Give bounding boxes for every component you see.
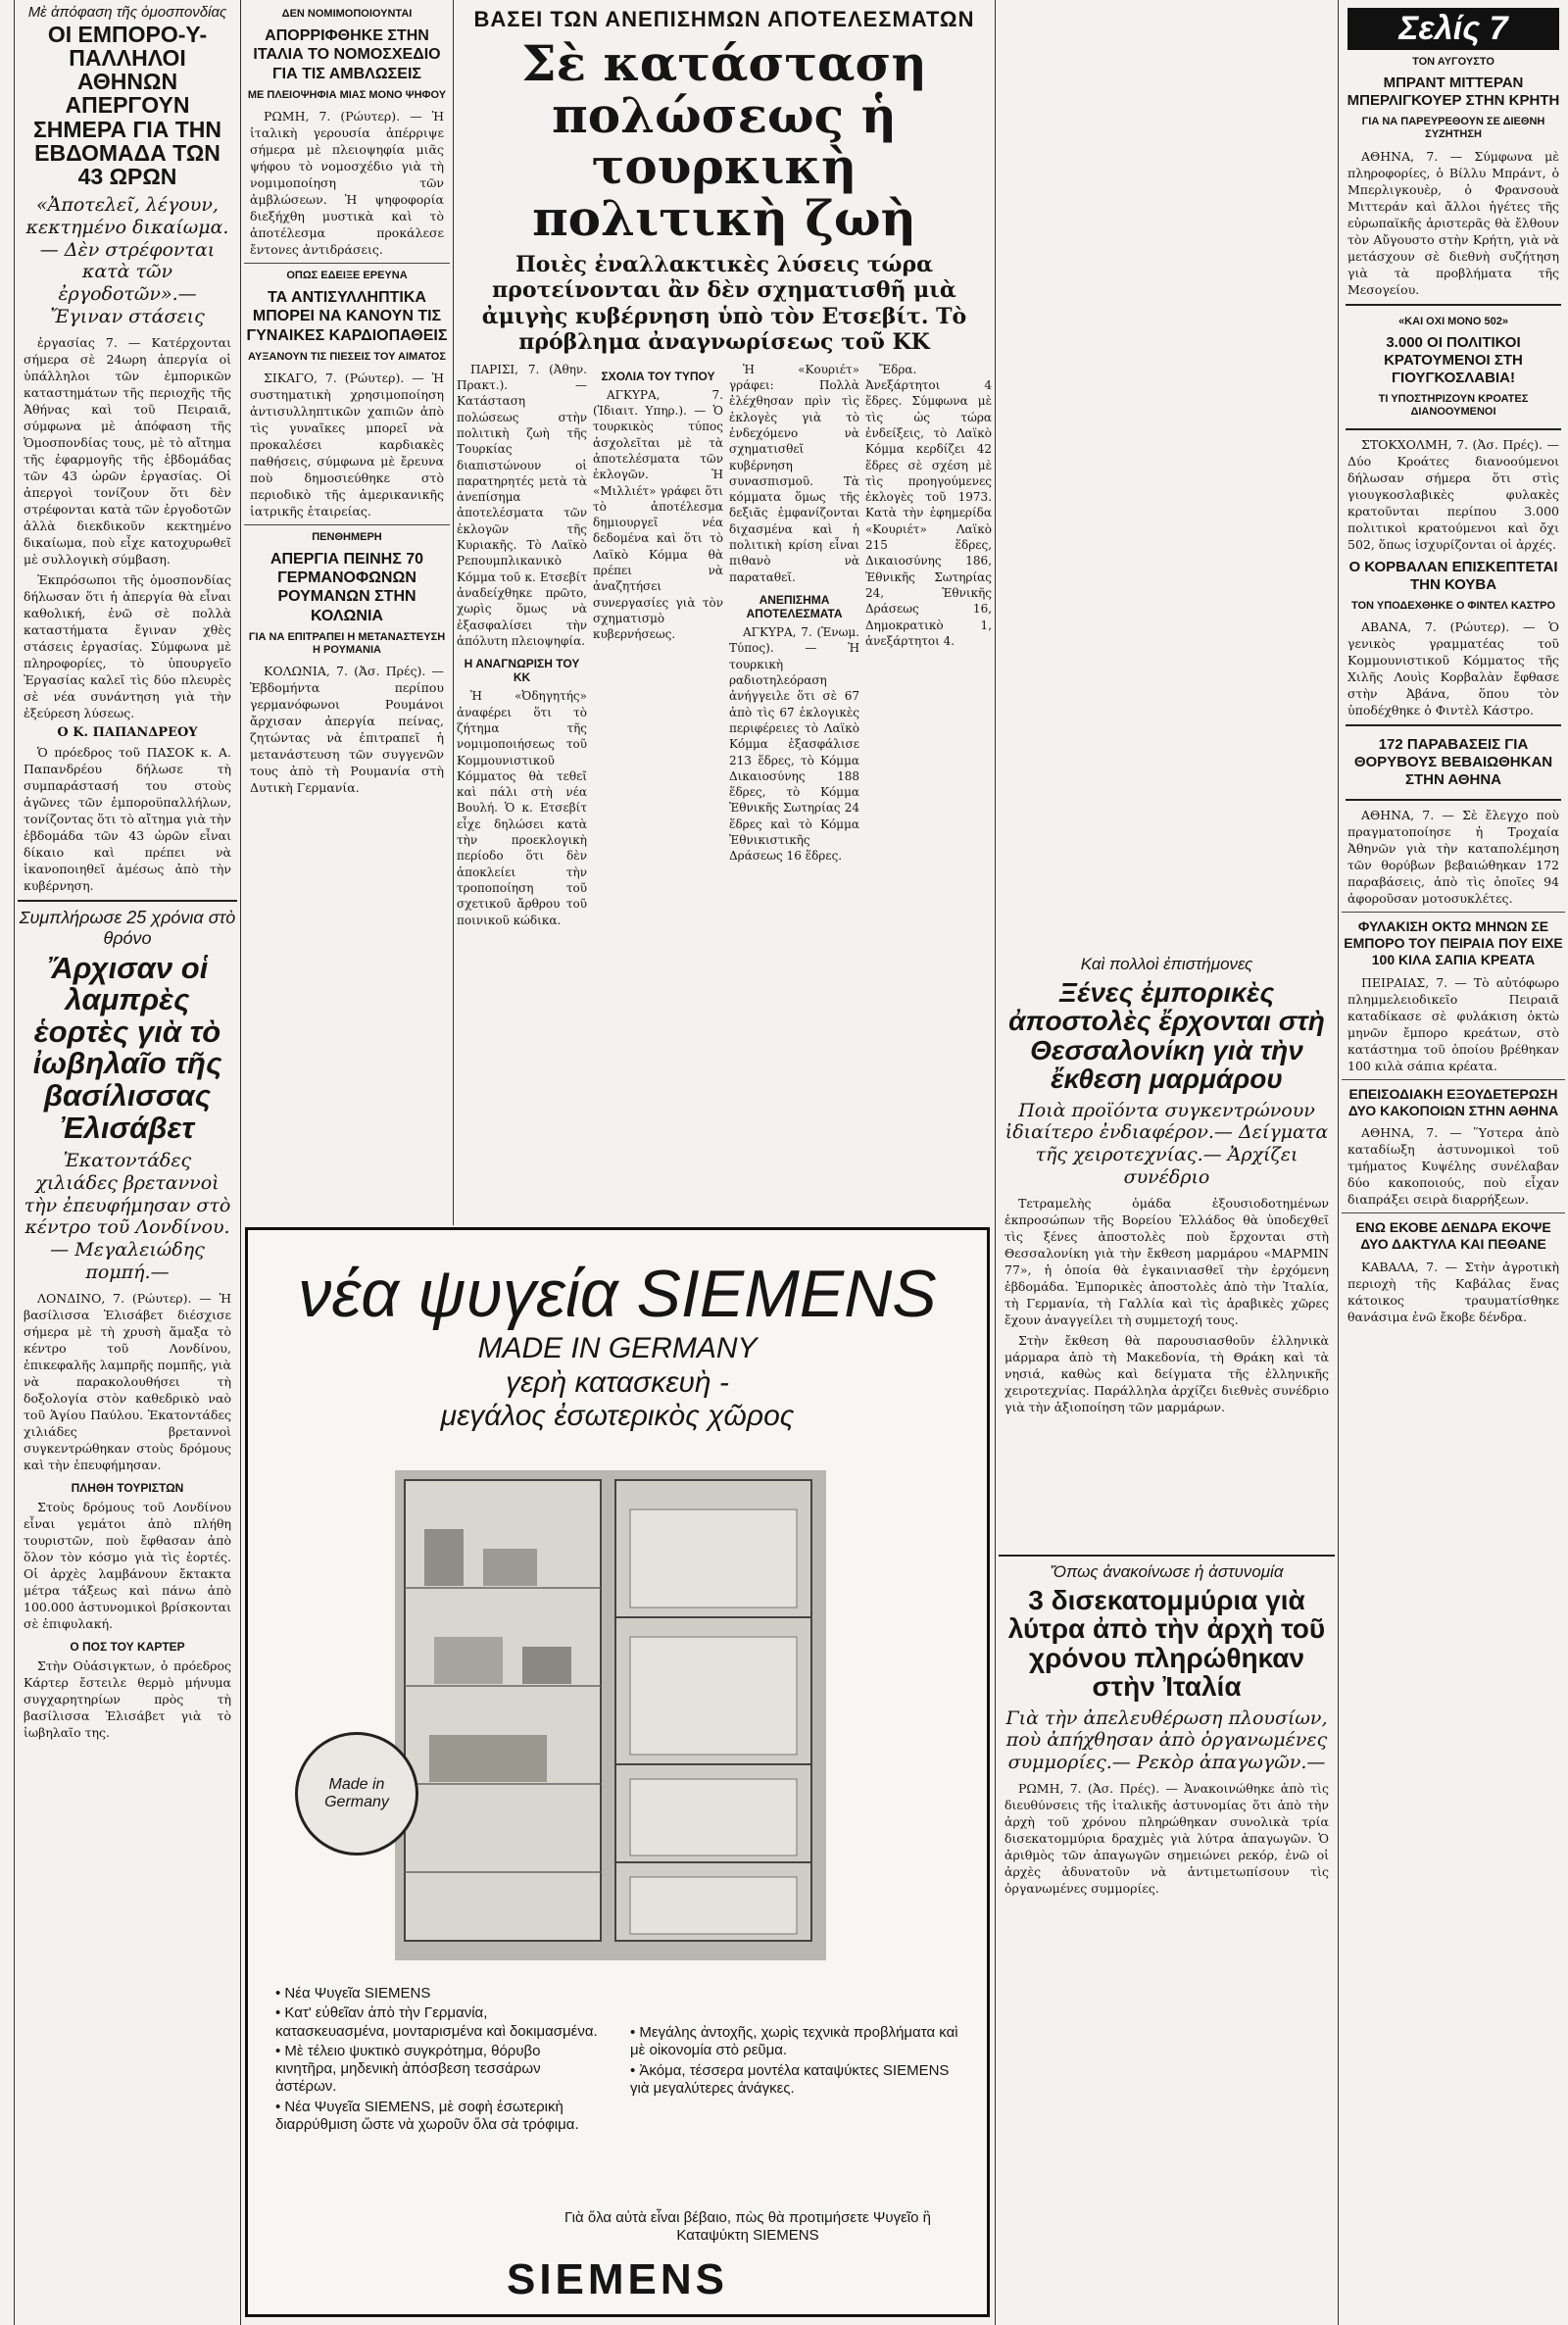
- divider: [1342, 1212, 1565, 1213]
- ad-feature: • Ἀκόμα, τέσσερα μοντέλα καταψύκτες SIEMENS γιὰ μεγαλύτερες ἀνάγκες.: [630, 2061, 950, 2097]
- queen-deck: Ἑκατοντάδες χιλιάδες βρεταννοὶ τὴν ἐπευφήμησαν στὸ κέντρο τοῦ Λονδίνου.— Μεγαλειώδης πομπή.—: [24, 1150, 231, 1284]
- ad-footer-text: Γιὰ ὅλα αὐτὰ εἶναι βέβαιο, πὼς θὰ προτιμήσετε Ψυγεῖο ἢ Καταψύκτη SIEMENS: [564, 2208, 931, 2245]
- marble-story: [999, 951, 1335, 1539]
- crete-subhead: ΓΙΑ ΝΑ ΠΑΡΕΥΡΕΘΟΥΝ ΣΕ ΔΙΕΘΝΗ ΣΥΖΗΤΗΣΗ: [1361, 116, 1545, 141]
- ad-made-in: MADE IN GERMANY: [477, 1332, 758, 1364]
- main-kicker: ΒΑΣΕΙ ΤΩΝ ΑΝΕΠΙΣΗΜΩΝ ΑΠΟΤΕΛΕΣΜΑΤΩΝ: [473, 7, 975, 31]
- contraceptive-subhead: ΑΥΞΑΝΟΥΝ ΤΙΣ ΠΙΕΣΕΙΣ ΤΟΥ ΑΙΜΑΤΟΣ: [248, 350, 446, 363]
- paragraph: ΑΓΚΥΡΑ, 7. (Ἑνωμ. Τύπος). — Ἡ τουρκικὴ ραδιοτηλεόραση ἀνήγγειλε ὅτι σὲ 67 ἀπὸ τὶς 67 ἐκλογικὲς περιφέρειες τὸ Λαϊκὸ Κόμμα ἐξασφάλισε 213 ἕδρες, τὸ Κόμμα Δικαιοσύνης 188 ἕδρες, τὸ Κόμμα Ἐθνικῆς Σωτηρίας 24 ἕδρες καὶ τὸ Κόμμα Ἐθνικιστικῆς Δράσεως 16 ἕδρες.: [729, 625, 859, 864]
- abortion-headline: ΑΠΟΡΡΙΦΘΗΚΕ ΣΤΗΝ ΙΤΑΛΙΑ ΤΟ ΝΟΜΟΣΧΕΔΙΟ ΓΙΑ ΤΙΣ ΑΜΒΛΩΣΕΙΣ: [253, 27, 441, 82]
- divider: [999, 1555, 1335, 1557]
- marble-body: [1004, 1195, 1329, 1415]
- crete-headline: ΜΠΡΑΝΤ ΜΙΤΤΕΡΑΝ ΜΠΕΡΛΙΓΚΟΥΕΡ ΣΤΗΝ ΚΡΗΤΗ: [1347, 74, 1560, 110]
- tourists-body: [24, 1499, 231, 1632]
- paragraph: Στὴν ἔκθεση θὰ παρουσιασθοῦν ἑλληνικὰ μάρμαρα ἀπὸ τὴ Μακεδονία, τὴ Θράκη καὶ τὰ νησιά, καθὼς καὶ δείγματα τῆς ἑλληνικῆς χειροτεχνίας. Παράλληλα ἀρχίζει διεθνὲς συνέδριο γιὰ τὴν ἀξιοποίηση τῶν μαρμάρων.: [1004, 1332, 1329, 1414]
- paragraph: ΣΤΟΚΧΟΛΜΗ, 7. (Ἀσ. Πρές). — Δύο Κροάτες διανοούμενοι δήλωσαν σήμερα ὅτι στὶς γιουγκοσλαβικὲς φυλακὲς κρατοῦνται περίπου 3.000 πολιτικοὶ κρατούμενοι καὶ ὄχι 502, ὅπως ἰσχυρίζονται οἱ ἀρχές.: [1348, 437, 1559, 553]
- siemens-advertisement: [245, 1227, 990, 2317]
- main-columns: [457, 362, 992, 932]
- right-column: [1342, 0, 1565, 2325]
- contraceptive-kicker: ΟΠΩΣ ΕΔΕΙΞΕ ΕΡΕΥΝΑ: [286, 269, 408, 281]
- paragraph: Στοὺς δρόμους τοῦ Λονδίνου εἶναι γεμάτοι ἀπὸ πλήθη τουριστῶν, ποὺ ἔφθασαν ἀπὸ ὅλον τὸν κόσμο γιὰ τὶς ἑορτές. Οἱ ἀρχὲς λαμβάνουν ἔκτακτα μέτρα τάξεως καὶ πάνω ἀπὸ 100.000 ἀστυνομικοὶ βρίσκονται σὲ ἐπιφυλακή.: [24, 1499, 231, 1631]
- paragraph: Ἐκπρόσωποι τῆς ὁμοσπονδίας δήλωσαν ὅτι ἡ ἀπεργία θὰ εἶναι καθολική, ἐνῶ σὲ πολλὰ καταστήματα ἔγιναν χθὲς στάσεις ἐργασίας. Σύμφωνα μὲ πληροφορίες, τὸ ὑπουργεῖο Ἐργασίας καλεῖ τὶς δύο πλευρὲς σὲ νέα συνάντηση γιὰ τὴν ἐξεύρεση λύσεως.: [24, 571, 231, 720]
- divider: [1342, 1079, 1565, 1080]
- queen-kicker: Συμπλήρωσε 25 χρόνια στὸ θρόνο: [19, 907, 236, 948]
- yugoslavia-headline: 3.000 ΟΙ ΠΟΛΙΤΙΚΟΙ ΚΡΑΤΟΥΜΕΝΟΙ ΣΤΗ ΓΙΟΥΓΚΟΣΛΑΒΙΑ!: [1384, 333, 1523, 386]
- paragraph: ΠΑΡΙΣΙ, 7. (Ἀθην. Πρακτ.). — Κατάσταση πολώσεως στὴν πολιτικὴ ζωὴ τῆς Τουρκίας διαπιστώνουν οἱ παρατηρητές μετὰ τὰ ἀνεπίσημα ἀποτελέσματα τῶν ἐκλογῶν τῆς Κυριακῆς. Τὸ Λαϊκὸ Ρεπουμπλικανικὸ Κόμμα τοῦ κ. Ετσεβίτ ἀναδείχθηκε πρῶτο, χωρὶς ὅμως νὰ ἐξασφαλίσει τὴν ἀπόλυτη πλειοψηφία.: [457, 362, 587, 648]
- crete-body: [1348, 148, 1559, 298]
- contraceptive-body: [250, 370, 444, 519]
- paragraph: ΡΩΜΗ, 7. (Ἀσ. Πρές). — Ἀνακοινώθηκε ἀπὸ τὶς διευθύνσεις τῆς ἰταλικῆς ἀστυνομίας ὅτι ἀπὸ τὴν ἀρχὴ τοῦ χρόνου πληρώθηκαν συνολικὰ τρία δισεκατομμύρια δραχμὲς γιὰ λύτρα ἀπαγωγῶν. Ὁ ἀριθμὸς τῶν ἀπαγωγῶν σημειώνει ρεκόρ, ἐνῶ οἱ ἀρχὲς ἀδυνατοῦν νὰ ἀντιμετωπίσουν τὶς ὀργανωμένες συμμορίες.: [1004, 1780, 1329, 1896]
- ad-feature: • Μεγάλης ἀντοχῆς, χωρὶς τεχνικὰ προβλήματα καὶ μὲ οἰκονομία στὸ ρεῦμα.: [630, 2024, 958, 2059]
- hunger-kicker: ΠΕΝΘΗΜΕΡΗ: [312, 530, 382, 543]
- paragraph: ΑΘΗΝΑ, 7. — Ὕστερα ἀπὸ καταδίωξη ἀστυνομικοὶ τοῦ τμήματος Κυψέλης συνέλαβαν δύο κακοποιούς, ποὺ εἶχαν διαπράξει σειρὰ διαρρήξεων.: [1348, 1125, 1559, 1208]
- press-body: [593, 387, 723, 643]
- kidnap-kicker: Ὅπως ἀνακοίνωσε ἡ ἀστυνομία: [1050, 1562, 1284, 1581]
- main-col-1: [457, 362, 587, 932]
- paragraph: Ἔδρα. Ἀνεξάρτητοι 4 ἕδρες. Σύμφωνα μὲ τὶς ὡς τώρα ἐνδείξεις, τὸ Λαϊκὸ Κόμμα κερδίζει 42 ἕδρες σὲ σχέση μὲ τὶς προηγούμενες ἐκλογὲς τοῦ 1973. Κατὰ τὴν ἐφημερίδα «Κουριέτ» Λαϊκὸ 215 ἕδρες, Δικαιοσύνης 186, Ἐθνικῆς Σωτηρίας 24, Ἐθνικῆς Δράσεως 16, Δημοκρατικὸ 1, ἀνεξάρτητοι 4.: [865, 362, 992, 648]
- ad-title: νέα ψυγεία SIEMENS: [298, 1257, 937, 1331]
- hunger-headline: ΑΠΕΡΓΙΑ ΠΕΙΝΗΣ 70 ΓΕΡΜΑΝΟΦΩΝΩΝ ΡΟΥΜΑΝΩΝ ΣΤΗΝ ΚΟΛΩΝΙΑ: [270, 551, 424, 624]
- divider: [244, 263, 450, 264]
- main-col-3: [729, 362, 859, 932]
- yugoslavia-box: [1346, 304, 1561, 431]
- criminals-headline: ΕΠΕΙΣΟΔΙΑΚΗ ΕΞΟΥΔΕΤΕΡΩΣΗ ΔΥΟ ΚΑΚΟΠΟΙΩΝ ΣΤΗΝ ΑΘΗΝΑ: [1348, 1085, 1559, 1118]
- main-col-2: [593, 362, 723, 932]
- yugoslavia-body: [1348, 436, 1559, 553]
- noise-body: [1348, 807, 1559, 907]
- press-subhead: ΣΧΟΛΙΑ ΤΟΥ ΤΥΠΟΥ: [601, 369, 715, 383]
- main-story: [457, 0, 992, 1225]
- paragraph: ΑΒΑΝΑ, 7. (Ρώυτερ). — Ὁ γενικὸς γραμματέας τοῦ Κομμουνιστικοῦ Κόμματος τῆς Χιλῆς Λουὶς Κορβαλὰν ἔφθασε στὴν Ἀβάνα, ὅπου τὸν ὑποδέχθηκε ὁ Φιντὲλ Κάστρο.: [1348, 619, 1559, 718]
- kidnap-body: [1004, 1780, 1329, 1897]
- paragraph: Τετραμελὴς ὁμάδα ἐξουσιοδοτημένων ἐκπροσώπων τῆς Βορείου Ἑλλάδος θὰ ὑποδεχθεῖ τὶς ξένες ἀποστολὲς ποὺ ἔρχονται στὴ Θεσσαλονίκη γιὰ τὴν ἔκθεση μαρμάρου «ΜΑΡΜΙΝ 77», ἡ ὁποία θὰ ἐγκαινιασθεῖ τὴν ἐρχόμενη ἑβδομάδα. Ἐμπορικὲς ἀποστολὲς ἀπὸ τὴν Ἰταλία, τὴ Γερμανία, τὴ Γαλλία καὶ τὶς ἀραβικὲς χῶρες ἔχουν ἀναγγείλει τὴ συμμετοχή τους.: [1004, 1195, 1329, 1327]
- divider: [244, 524, 450, 525]
- paragraph: ΠΕΙΡΑΙΑΣ, 7. — Τὸ αὐτόφωρο πλημμελειοδικεῖο Πειραιᾶ καταδίκασε σὲ φυλάκιση ὀκτὼ μηνῶν ἔμπορο κρεάτων, στὸ κατάστημα τοῦ ὁποίου βρέθηκαν 100 κιλὰ σάπια κρέατα.: [1348, 974, 1559, 1073]
- paragraph: Ὁ πρόεδρος τοῦ ΠΑΣΟΚ κ. Α. Παπανδρέου δήλωσε τὴ συμπαράστασή του στοὺς ἀγῶνες τῶν ἐμποροϋπαλλήλων, τονίζοντας ὅτι τὸ αἴτημα γιὰ τὴν ἑβδομάδα τῶν 43 ὡρῶν εἶναι δίκαιο καὶ πρέπει νὰ ἱκανοποιηθεῖ ἀμέσως ἀπὸ τὴν κυβέρνηση.: [24, 744, 231, 893]
- strike-headline: ΟΙ ΕΜΠΟΡΟ-Υ-ΠΑΛΛΗΛΟΙ ΑΘΗΝΩΝ ΑΠΕΡΓΟΥΝ ΣΗΜΕΡΑ ΓΙΑ ΤΗΝ ΕΒΔΟΜΑΔΑ ΤΩΝ 43 ΩΡΩΝ: [32, 22, 222, 189]
- ad-features-left: [275, 1985, 599, 2136]
- corvalan-subhead: ΤΟΝ ΥΠΟΔΕΧΘΗΚΕ Ο ΦΙΝΤΕΛ ΚΑΣΤΡΟ: [1350, 600, 1556, 613]
- page-masthead: Σελίς 7: [1348, 8, 1559, 50]
- yugoslavia-subhead: ΤΙ ΥΠΟΣΤΗΡΙΖΟΥΝ ΚΡΟΑΤΕΣ ΔΙΑΝΟΟΥΜΕΝΟΙ: [1378, 392, 1529, 418]
- kidnap-story: [999, 1549, 1335, 2323]
- paragraph: ΣΙΚΑΓΟ, 7. (Ρώυτερ). — Ἡ συστηματικὴ χρησιμοποίηση ἀντισυλληπτικῶν χαπιῶν ἀπὸ τὶς γυναῖκες μπορεῖ νὰ προκαλέσει καρδιακὲς παθήσεις, σύμφωνα μὲ ἔρευνα ποὺ δημοσιεύθηκε στὸ περιοδικὸ τῆς ἀμερικανικῆς ἰατρικῆς ἑταιρείας.: [250, 370, 444, 519]
- siemens-logo: SIEMENS: [506, 2255, 729, 2303]
- queen-headline: Ἄρχισαν οἱ λαμπρὲς ἑορτὲς γιὰ τὸ ἰωβηλαῖο τῆς βασίλισσας Ἐλισάβετ: [32, 950, 222, 1145]
- main-col-1-text: [457, 362, 587, 650]
- divider: [1342, 912, 1565, 913]
- marble-kicker: Καὶ πολλοὶ ἐπιστήμονες: [1080, 955, 1253, 973]
- ad-feature: • Νέα Ψυγεῖα SIEMENS, μὲ σοφὴ ἐσωτερικὴ διαρρύθμιση ὥστε νὰ χωροῦν ὅλα σὰ τρόφιμα.: [275, 2098, 579, 2134]
- corvalan-headline: Ο ΚΟΡΒΑΛΑΝ ΕΠΙΣΚΕΠΤΕΤΑΙ ΤΗΝ ΚΟΥΒΑ: [1348, 559, 1558, 594]
- hunger-subhead: ΓΙΑ ΝΑ ΕΠΙΤΡΑΠΕΙ Η ΜΕΤΑΝΑΣΤΕΥΣΗ Η ΡΟΥΜΑΝΙΑ: [248, 630, 446, 656]
- paragraph: ΑΘΗΝΑ, 7. — Σὲ ἔλεγχο ποὺ πραγματοποίησε ἡ Τροχαία Ἀθηνῶν γιὰ τὴν καταπολέμηση τῶν θορύβων βεβαιώθηκαν 172 παραβάσεις, ἀπὸ τὶς ὁποῖες 94 ἀφοροῦσαν μοτοσυκλέτες.: [1348, 808, 1559, 907]
- results-subhead: ΑΝΕΠΙΣΗΜΑ ΑΠΟΤΕΛΕΣΜΑΤΑ: [746, 593, 843, 621]
- section-signature: Ο Κ. ΠΑΠΑΝΔΡΕΟΥ: [57, 724, 198, 740]
- marble-headline: Ξένες ἐμπορικὲς ἀποστολὲς ἔρχονται στὴ Θεσσαλονίκη γιὰ τὴν ἔκθεση μαρμάρου: [1008, 977, 1325, 1095]
- column-rule: [995, 0, 996, 2325]
- paragraph: Ἡ «Κουριέτ» γράφει: Πολλὰ ἐλέχθησαν πρὶν τὶς ἐκλογὲς γιὰ τὸ ἐνδεχόμενο νὰ σχηματισθεῖ κυβέρνηση συνασπισμοῦ. Τὰ κόμματα ὅμως τῆς δεξιᾶς ἐμφανίζονται διχασμένα καὶ ἡ πολιτικὴ κρίση εἶναι πιθανὸ νὰ παραταθεῖ.: [729, 362, 859, 584]
- abortion-body: [250, 108, 444, 258]
- paragraph: Ἡ «Ὀδηγητής» ἀναφέρει ὅτι τὸ ζήτημα τῆς νομιμοποιήσεως τοῦ Κομμουνιστικοῦ Κόμματος θὰ τεθεῖ καὶ πάλι στὴ νέα Βουλή. Ὁ κ. Ετσεβίτ εἶχε δηλώσει κατὰ τὴν προεκλογικὴ περίοδο ὅτι δὲν ἀποκλείει τὴν τροποποίηση τοῦ σχετικοῦ ἄρθρου τοῦ ποινικοῦ κώδικα.: [457, 689, 587, 927]
- kk-body: [457, 688, 587, 928]
- kidnap-deck: Γιὰ τὴν ἀπελευθέρωση πλουσίων, ποὺ ἀπήχθησαν ἀπὸ ὀργανωμένες συμμορίες.— Ρεκὸρ ἀπαγωγῶν.—: [1005, 1707, 1328, 1774]
- ad-features-right: [630, 2024, 963, 2100]
- crete-kicker: ΤΟΝ ΑΥΓΟΥΣΤΟ: [1412, 56, 1494, 68]
- strike-body: [24, 334, 231, 721]
- hunger-body: [250, 663, 444, 796]
- papandreou-body: [24, 744, 231, 894]
- meat-body: [1348, 974, 1559, 1074]
- divider: [18, 900, 237, 902]
- tourists-subhead: ΠΛΗΘΗ ΤΟΥΡΙΣΤΩΝ: [71, 1480, 184, 1495]
- column-rule: [240, 0, 241, 2325]
- abortion-subhead: ΜΕ ΠΛΕΙΟΨΗΦΙΑ ΜΙΑΣ ΜΟΝΟ ΨΗΦΟΥ: [247, 88, 447, 101]
- results-body: [729, 624, 859, 865]
- carter-subhead: Ο ΠΟΣ ΤΟΥ ΚΑΡΤΕΡ: [70, 1639, 185, 1654]
- paragraph: ΛΟΝΔΙΝΟ, 7. (Ρώυτερ). — Ἡ βασίλισσα Ἐλισάβετ διέσχισε σήμερα μὲ τὴ χρυσὴ ἅμαξα τὸ κέντρο τοῦ Λονδίνου, ἐπικεφαλῆς λαμπρῆς πομπῆς, γιὰ νὰ παρακολουθήσει τὴ δοξολογία στὸν καθεδρικὸ ναὸ τοῦ Ἁγίου Παύλου. Ἑκατοντάδες χιλιάδες βρεταννοὶ συγκεντρώθηκαν στοὺς δρόμους καὶ τὴν ἐπευφήμησαν.: [24, 1290, 231, 1472]
- noise-box: [1346, 724, 1561, 801]
- paragraph: ΡΩΜΗ, 7. (Ρώυτερ). — Ἡ ἰταλικὴ γερουσία ἀπέρριψε σήμερα μὲ πλειοψηφία μιᾶς ψήφου τὸ νομοσχέδιο γιὰ τὴ νομιμοποίηση τῶν ἀμβλώσεων. Ἡ ψηφοφορία διεξήχθη μυστικὰ καὶ τὸ ἀποτέλεσμα προκάλεσε ἔντονες ἀντιδράσεις.: [250, 108, 444, 257]
- made-in-germany-badge: Made in Germany: [295, 1732, 418, 1855]
- main-col-4: [865, 362, 992, 932]
- ad-tagline-1: γερὴ κατασκευὴ -: [506, 1365, 729, 1399]
- paragraph: ἐργασίας 7. — Κατέρχονται σήμερα σὲ 24ωρη ἀπεργία οἱ ὑπάλληλοι τῶν ἐμπορικῶν καταστημάτων τῆς περιοχῆς τῆς Ἀθήνας καὶ τοῦ Πειραιᾶ, σύμφωνα μὲ ἀπόφαση τῆς Ὁμοσπονδίας τους, μὲ τὸ αἴτημα τῆς ἐφαρμογῆς τῆς ἑβδομάδας τῶν 43 ὡρῶν ἐργασίας. Οἱ ἀπεργοὶ τονίζουν ὅτι δὲν στρέφονται κατὰ τῶν ἐργοδοτῶν ἀλλὰ διεκδικοῦν κεκτημένο δικαίωμα, ποὺ εἶχε κατοχυρωθεῖ μὲ συλλογικὴ σύμβαση.: [24, 334, 231, 567]
- criminals-body: [1348, 1124, 1559, 1208]
- column-rule: [14, 0, 15, 2325]
- paragraph: ΚΑΒΑΛΑ, 7. — Στὴν ἀγροτικὴ περιοχὴ τῆς Καβάλας ἕνας κάτοικος τραυματίσθηκε θανάσιμα ἐνῶ ἔκοβε δένδρα.: [1348, 1259, 1559, 1324]
- contraceptive-headline: ΤΑ ΑΝΤΙΣΥΛΛΗΠΤΙΚΑ ΜΠΟΡΕΙ ΝΑ ΚΑΝΟΥΝ ΤΙΣ ΓΥΝΑΙΚΕΣ ΚΑΡΔΙΟΠΑΘΕΙΣ: [246, 289, 448, 344]
- left-column: [18, 0, 237, 2325]
- kouriet-body: [729, 362, 859, 585]
- kidnap-headline: 3 δισεκατομμύρια γιὰ λύτρα ἀπὸ τὴν ἀρχὴ τοῦ χρόνου πληρώθηκαν στὴν Ἰταλία: [1007, 1585, 1326, 1703]
- marble-deck: Ποιὰ προϊόντα συγκεντρώνουν ἰδιαίτερο ἐνδιαφέρον.— Δείγματα τῆς χειροτεχνίας.— Ἀρχίζει συνέδριο: [1004, 1099, 1329, 1188]
- abortion-kicker: ΔΕΝ ΝΟΜΙΜΟΠΟΙΟΥΝΤΑΙ: [281, 8, 413, 20]
- paragraph: ΑΘΗΝΑ, 7. — Σύμφωνα μὲ πληροφορίες, ὁ Βίλλυ Μπράντ, ὁ Μπερλιγκουὲρ, ὁ Φρανσουὰ Μιττεράν καὶ ἄλλοι ἡγέτες τῆς εὐρωπαϊκῆς ἀριστερᾶς θὰ ἔλθουν τὸν Αὔγουστο στὴν Κρήτη, γιὰ νὰ μετάσχουν σὲ διεθνὴ συζήτηση γιὰ τὰ προβλήματα τῆς Μεσογείου.: [1348, 148, 1559, 297]
- queen-body: [24, 1290, 231, 1473]
- noise-headline: 172 ΠΑΡΑΒΑΣΕΙΣ ΓΙΑ ΘΟΡΥΒΟΥΣ ΒΕΒΑΙΩΘΗΚΑΝ ΣΤΗΝ ΑΘΗΝΑ: [1353, 736, 1553, 789]
- paragraph: ΑΓΚΥΡΑ, 7. (Ἰδιαιτ. Υπηρ.). — Ὁ τουρκικὸς τύπος ἀσχολεῖται μὲ τὰ ἀποτελέσματα τῶν ἐκλογῶν. Ἡ «Μιλλιέτ» γράφει ὅτι τὸ ἀποτέλεσμα δημιουργεῖ νέα δεδομένα καὶ ὅτι τὸ Λαϊκὸ Κόμμα θὰ πρέπει νὰ ἀναζητήσει συνεργασίες γιὰ τὸν σχηματισμὸ κυβερνήσεως.: [593, 387, 723, 642]
- main-deck: Ποιὲς ἐναλλακτικὲς λύσεις τώρα προτείνονται ἂν δὲν σχηματισθῆ μιὰ ἀμιγὴς κυβέρνηση ὑπὸ τὸν Ετσεβίτ. Τὸ πρόβλημα ἀναγνωρίσεως τοῦ ΚΚ: [481, 252, 967, 356]
- column-rule: [1338, 0, 1339, 2325]
- main-headline: Σὲ κατάσταση πολώσεως ἡ τουρκικὴ πολιτικὴ ζωὴ: [521, 34, 927, 247]
- kk-subhead: Η ΑΝΑΓΝΩΡΙΣΗ ΤΟΥ ΚΚ: [464, 657, 580, 685]
- paragraph: ΚΟΛΩΝΙΑ, 7. (Ἀσ. Πρές). — Ἑβδομήντα περίπου γερμανόφωνοι Ρουμάνοι ἄρχισαν ἀπεργία πείνας, ζητώντας νὰ ἐπιτραπεῖ ἡ μετανάστευση τῶν συγγενῶν τους ἀπὸ τὴ Ρουμανία στὴ Δυτικὴ Γερμανία.: [250, 664, 444, 796]
- meat-headline: ΦΥΛΑΚΙΣΗ ΟΚΤΩ ΜΗΝΩΝ ΣΕ ΕΜΠΟΡΟ ΤΟΥ ΠΕΙΡΑΙΑ ΠΟΥ ΕΙΧΕ 100 ΚΙΛΑ ΣΑΠΙΑ ΚΡΕΑΤΑ: [1344, 918, 1563, 967]
- tree-body: [1348, 1259, 1559, 1325]
- column-rule: [453, 0, 454, 1225]
- tree-headline: ΕΝΩ ΕΚΟΒΕ ΔΕΝΔΡΑ ΕΚΟΨΕ ΔΥΟ ΔΑΚΤΥΛΑ ΚΑΙ ΠΕΘΑΝΕ: [1355, 1219, 1551, 1253]
- ad-feature: • Μὲ τέλειο ψυκτικὸ συγκρότημα, θόρυβο κινητῆρα, μηδενικὴ ἀπόσβεση τεσσάρων ἀστέρων.: [275, 2042, 541, 2096]
- strike-kicker: Μὲ ἀπόφαση τῆς ὁμοσπονδίας: [27, 4, 227, 21]
- ad-feature: • Κατ' εὐθεῖαν ἀπὸ τὴν Γερμανία, κατασκευασμένα, μονταρισμένα καὶ δοκιμασμένα.: [275, 2004, 598, 2040]
- seats-body: [865, 362, 992, 650]
- carter-body: [24, 1657, 231, 1741]
- second-column: [244, 0, 450, 1225]
- corvalan-body: [1348, 618, 1559, 718]
- ad-feature: • Νέα Ψυγεῖα SIEMENS: [275, 1985, 431, 2002]
- strike-deck: «Ἀποτελεῖ, λέγουν, κεκτημένο δικαίωμα.— Δὲν στρέφονται κατὰ τῶν ἐργοδοτῶν».— Ἔγιναν στάσεις: [25, 193, 229, 327]
- paragraph: Στὴν Οὐάσιγκτων, ὁ πρόεδρος Κάρτερ ἔστειλε θερμὸ μήνυμα συγχαρητηρίων πρὸς τὴ βασίλισσα Ἐλισάβετ γιὰ τὸ ἰωβηλαῖο της.: [24, 1657, 231, 1740]
- ad-tagline-2: μεγάλος ἐσωτερικὸς χῶρος: [440, 1400, 795, 1432]
- yugoslavia-kicker: «ΚΑΙ ΟΧΙ ΜΟΝΟ 502»: [1398, 315, 1508, 327]
- fridge-illustration: [395, 1470, 826, 1960]
